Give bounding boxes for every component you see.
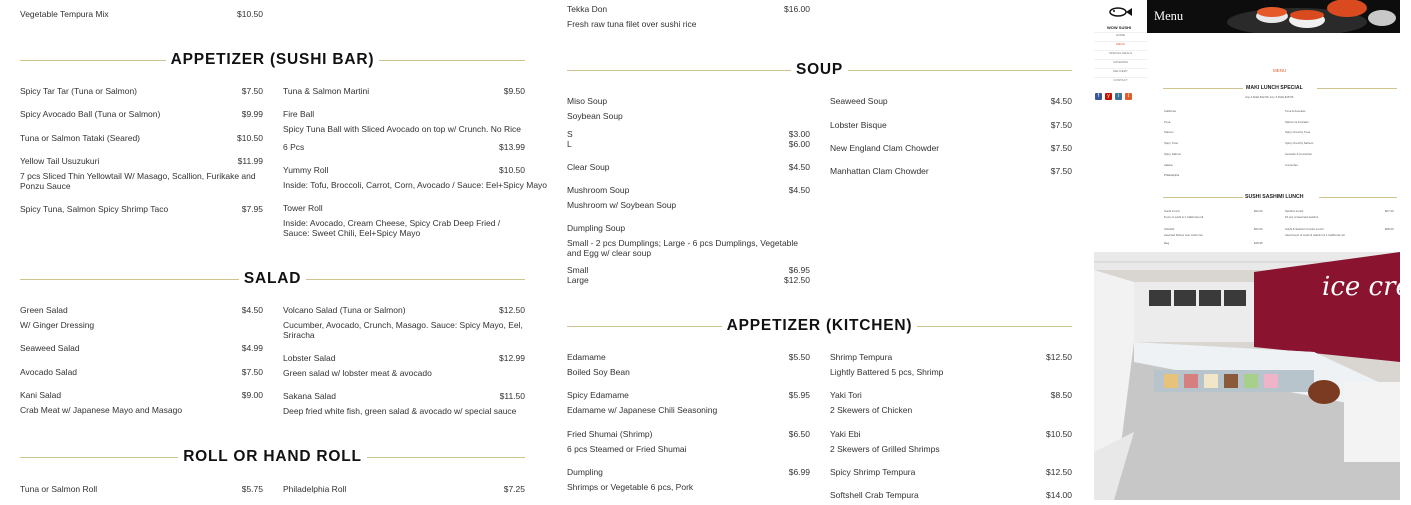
fish-logo-icon: [1104, 5, 1134, 21]
item-price: $12.99: [499, 353, 525, 363]
item-name: Yummy Roll: [283, 165, 329, 175]
item-price: $10.50: [499, 165, 525, 175]
size-price: $12.50: [784, 275, 810, 285]
doc-maki-left: Salmon: [1164, 130, 1174, 134]
item-name: Mushroom Soup: [567, 185, 630, 195]
item-desc: Soybean Soup: [567, 111, 623, 121]
item-name: Yaki Ebi: [830, 429, 861, 439]
nav-menu[interactable]: MENU: [1094, 41, 1147, 46]
logo-text: WOW SUSHI: [1107, 25, 1131, 30]
item-price: $11.99: [237, 156, 263, 166]
item-price: $7.95: [241, 204, 263, 214]
item-desc: 2 Skewers of Chicken: [830, 405, 913, 415]
item-name: Fire Ball: [283, 109, 315, 119]
nav-home[interactable]: HOME: [1094, 32, 1147, 37]
item-name: Lobster Salad: [283, 353, 336, 363]
doc-menu-label: MENU: [1273, 68, 1287, 73]
doc-sashimi-name: Sushi & Sashimi Combo Lunch: [1285, 227, 1324, 231]
item-name: Lobster Bisque: [830, 120, 887, 130]
size-price: $3.00: [788, 129, 810, 139]
section-title-soup: SOUP: [567, 60, 1072, 80]
item-desc: Lightly Battered 5 pcs, Shrimp: [830, 367, 944, 377]
item-price: $12.50: [1046, 467, 1072, 477]
item-name: Shrimp Tempura: [830, 352, 893, 362]
item-name: Clear Soup: [567, 162, 610, 172]
item-price: $9.00: [241, 390, 263, 400]
item-price: $6.50: [788, 429, 810, 439]
item-price: $7.50: [1050, 166, 1072, 176]
item-name: Volcano Salad (Tuna or Salmon): [283, 305, 406, 315]
item-desc: Deep fried white fish, green salad & avocado w/ special sauce: [283, 406, 517, 416]
doc-sashimi-price: $18.95: [1254, 241, 1263, 245]
item-name: Kani Salad: [20, 390, 62, 400]
size-label: S: [567, 129, 573, 139]
logo[interactable]: [1104, 5, 1134, 30]
doc-sashimi-name: Sashimi Lunch: [1285, 209, 1304, 213]
item-price: $5.50: [788, 352, 810, 362]
item-name: Tekka Don: [567, 4, 608, 14]
doc-sashimi-price: $23.00: [1254, 227, 1263, 231]
item-desc: Inside: Avocado, Cream Cheese, Spicy Crab Deep Fried / Sauce: Sweet Chili, Eel+Spicy Mayo: [283, 218, 501, 238]
doc-sashimi-desc: 8 pcs of sushi & 1 California roll: [1164, 215, 1204, 219]
item-name: Spicy Edamame: [567, 390, 629, 400]
size-price: $6.95: [788, 265, 810, 275]
item-price: $7.25: [503, 484, 525, 494]
item-price: $7.50: [241, 367, 263, 377]
item-name: New England Clam Chowder: [830, 143, 940, 153]
menu-hero-banner: [1147, 0, 1400, 33]
doc-sashimi-desc: Assortment of sushi & sashimi & 1 California roll: [1285, 233, 1345, 237]
item-name: Spicy Avocado Ball (Tuna or Salmon): [20, 109, 161, 119]
item-desc: W/ Ginger Dressing: [20, 320, 95, 330]
item-price: $6.99: [788, 467, 810, 477]
item-name: Tuna & Salmon Martini: [283, 86, 370, 96]
item-desc: Crab Meat w/ Japanese Mayo and Masago: [20, 405, 183, 415]
doc-sashimi-name: Sushi Lunch: [1164, 209, 1180, 213]
item-price: $7.50: [241, 86, 263, 96]
item-name: Edamame: [567, 352, 606, 362]
doc-sashimi-price: $27.00: [1385, 209, 1394, 213]
doc-sashimi-name: Chirashi: [1164, 227, 1175, 231]
doc-sashimi-price: $22.00: [1254, 209, 1263, 213]
item-desc: 2 Skewers of Grilled Shrimps: [830, 444, 940, 454]
item-desc: 7 pcs Sliced Thin Yellowtail W/ Masago, Scallion, Furikake and Ponzu Sauce: [20, 171, 256, 191]
item-name: Avocado Salad: [20, 367, 78, 377]
item-desc: Green salad w/ lobster meat & avocado: [283, 368, 432, 378]
doc-sashimi-name: Reg: [1164, 241, 1170, 245]
doc-maki-title: MAKI LUNCH SPECIAL: [1246, 85, 1303, 91]
item-price: $12.50: [1046, 352, 1072, 362]
tripadvisor-icon[interactable]: t: [1125, 93, 1132, 100]
section-title-kitchen: APPETIZER (KITCHEN): [567, 316, 1072, 336]
section-title-roll: ROLL OR HAND ROLL: [20, 447, 525, 467]
item-price: $9.99: [241, 109, 263, 119]
item-name: Seaweed Soup: [830, 96, 888, 106]
doc-maki-left: Philadelphia: [1164, 173, 1180, 177]
item-desc: Spicy Tuna Ball with Sliced Avocado on top w/ Crunch. No Rice: [283, 124, 521, 134]
site-sidebar: [1094, 0, 1147, 252]
doc-sashimi-desc: Assorted Fishes over sushi rice: [1164, 233, 1203, 237]
item-price: $14.00: [1046, 490, 1072, 500]
facebook-icon[interactable]: f: [1095, 93, 1102, 100]
item-price: $12.50: [499, 305, 525, 315]
ice-cream-sign: ice cre: [1322, 272, 1411, 302]
doc-sashimi-desc: 15 pcs of assorted sashimi: [1285, 215, 1319, 219]
item-name: Spicy Shrimp Tempura: [830, 467, 916, 477]
item-price: $13.99: [499, 142, 525, 152]
item-desc: Small - 2 pcs Dumplings; Large - 6 pcs Dumplings, Vegetable and Egg w/ clear soup: [567, 238, 799, 258]
nav-catering[interactable]: CATERING: [1094, 59, 1147, 64]
shop-interior-photo: [1094, 252, 1411, 500]
item-name: Manhattan Clam Chowder: [830, 166, 929, 176]
item-name: Tuna or Salmon Tataki (Seared): [20, 133, 141, 143]
item-price: $4.99: [241, 343, 263, 353]
item-desc: Edamame w/ Japanese Chili Seasoning: [567, 405, 718, 415]
item-price: $10.50: [237, 133, 263, 143]
item-desc: Boiled Soy Bean: [567, 367, 630, 377]
item-desc: Cucumber, Avocado, Crunch, Masago. Sauce: Spicy Mayo, Eel, Sriracha: [283, 320, 523, 340]
item-price: $4.50: [241, 305, 263, 315]
item-name: Softshell Crab Tempura: [830, 490, 919, 500]
sushi-plate-image: [1147, 0, 1400, 33]
item-name: Miso Soup: [567, 96, 608, 106]
doc-maki-right: Spicy Crunchy Tuna: [1285, 130, 1311, 134]
item-price: $4.50: [1050, 96, 1072, 106]
doc-sashimi-price: $28.00: [1385, 227, 1394, 231]
doc-maki-right: Cucumber: [1285, 163, 1298, 167]
nav-contact[interactable]: CONTACT: [1094, 77, 1147, 82]
nav-delivery[interactable]: DELIVERY: [1094, 68, 1147, 73]
instagram-icon[interactable]: i: [1115, 93, 1122, 100]
item-price: $7.50: [1050, 143, 1072, 153]
item-name: Spicy Tuna, Salmon Spicy Shrimp Taco: [20, 204, 169, 214]
doc-maki-sub: Any 2 Rolls $12.50, Any 3 Rolls $15.50: [1245, 95, 1294, 99]
nav-special-deals[interactable]: SPECIAL DEALS: [1094, 50, 1147, 55]
item-name: Dumpling: [567, 467, 603, 477]
item-desc: Inside: Tofu, Broccoli, Carrot, Corn, Avocado / Sauce: Eel+Spicy Mayo: [283, 180, 548, 190]
item-sub: 6 Pcs: [283, 142, 305, 152]
doc-maki-right: Avocado & Cucumber: [1285, 152, 1313, 156]
item-price: $10.50: [237, 9, 263, 19]
item-name: Seaweed Salad: [20, 343, 80, 353]
doc-maki-left: Alaska: [1164, 163, 1173, 167]
item-price: $4.50: [788, 185, 810, 195]
doc-maki-left: Spicy Tuna: [1164, 141, 1178, 145]
item-desc: Fresh raw tuna filet over sushi rice: [567, 19, 697, 29]
doc-sashimi-title: SUSHI SASHIMI LUNCH: [1245, 194, 1304, 200]
menu-page-title: Menu: [1154, 9, 1184, 23]
doc-maki-left: California: [1164, 109, 1176, 113]
item-desc: Mushroom w/ Soybean Soup: [567, 200, 677, 210]
item-price: $7.50: [1050, 120, 1072, 130]
item-name: Philadelphia Roll: [283, 484, 347, 494]
section-title-sushi-bar: APPETIZER (SUSHI BAR): [20, 50, 525, 70]
item-name: Sakana Salad: [283, 391, 336, 401]
item-desc: 6 pcs Steamed or Fried Shumai: [567, 444, 687, 454]
size-label: L: [567, 139, 572, 149]
item-price: $11.50: [499, 391, 525, 401]
item-name: Yellow Tail Usuzukuri: [20, 156, 100, 166]
item-price: $10.50: [1046, 429, 1072, 439]
item-name: Tuna or Salmon Roll: [20, 484, 98, 494]
item-name: Dumpling Soup: [567, 223, 626, 233]
size-label: Small: [567, 265, 589, 275]
menu-document-preview: [1147, 33, 1400, 252]
item-name: Vegetable Tempura Mix: [20, 9, 109, 19]
item-name: Spicy Tar Tar (Tuna or Salmon): [20, 86, 137, 96]
item-price: $5.95: [788, 390, 810, 400]
item-price: $16.00: [784, 4, 810, 14]
yelp-icon[interactable]: y: [1105, 93, 1112, 100]
size-price: $6.00: [788, 139, 810, 149]
doc-maki-right: Tuna & Avocado: [1285, 109, 1306, 113]
item-price: $8.50: [1050, 390, 1072, 400]
section-title-salad: SALAD: [20, 269, 525, 289]
item-name: Tower Roll: [283, 203, 323, 213]
item-price: $4.50: [788, 162, 810, 172]
item-price: $5.75: [241, 484, 263, 494]
item-price: $9.50: [503, 86, 525, 96]
item-name: Fried Shumai (Shrimp): [567, 429, 653, 439]
item-desc: Shrimps or Vegetable 6 pcs, Pork: [567, 482, 694, 492]
item-name: Yaki Tori: [830, 390, 862, 400]
size-label: Large: [567, 275, 589, 285]
doc-maki-right: Spicy Crunchy Salmon: [1285, 141, 1314, 145]
doc-maki-right: Salmon & Avocado: [1285, 120, 1309, 124]
doc-maki-left: Spicy Salmon: [1164, 152, 1182, 156]
item-name: Green Salad: [20, 305, 68, 315]
doc-maki-left: Tuna: [1164, 120, 1171, 124]
